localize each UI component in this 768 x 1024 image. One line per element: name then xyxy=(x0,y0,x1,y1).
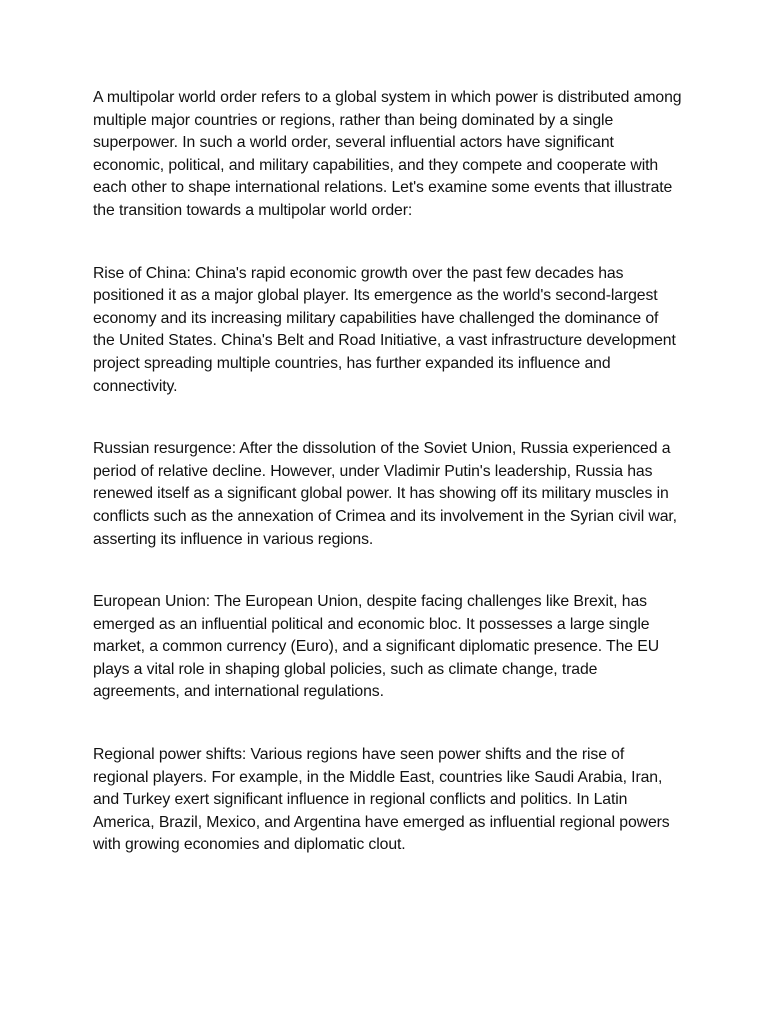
paragraph-intro: A multipolar world order refers to a global system in which power is distributed among multiple major countries or regions, rather than being dominated by a single superpower. In such a world order, several influential actors have significant economic, political, and military capabilities, and they compete and cooperate with each other to shape international relations. Let's examine some events that illustrate the transition towards a multipolar world order: xyxy=(93,89,682,219)
paragraph-russian-resurgence: Russian resurgence: After the dissolution of the Soviet Union, Russia experienced a period of relative decline. However, under Vladimir Putin's leadership, Russia has renewed itself as a significant global power. It has showing off its military muscles in conflicts such as the annexation of Crimea and its involvement in the Syrian civil war, asserting its influence in various regions. xyxy=(93,440,677,548)
paragraph-european-union: European Union: The European Union, despite facing challenges like Brexit, has emerged as an influential political and economic bloc. It possesses a large single market, a common currency (Euro), and a significant diplomatic presence. The EU plays a vital role in shaping global policies, such as climate change, trade agreements, and international regulations. xyxy=(93,593,660,701)
document-body xyxy=(93,87,683,857)
paragraph-rise-of-china: Rise of China: China's rapid economic growth over the past few decades has positioned it as a major global player. Its emergence as the world's second-largest economy and its increasing military capabilities have challenged the dominance of the United States. China's Belt and Road Initiative, a vast infrastructure development project spreading multiple countries, has further expanded its influence and connectivity. xyxy=(93,264,676,395)
paragraph-regional-power-shifts: Regional power shifts: Various regions have seen power shifts and the rise of regional players. For example, in the Middle East, countries like Saudi Arabia, Iran, and Turkey exert significant influence in regional conflicts and politics. In Latin America, Brazil, Mexico, and Argentina have emerged as influential regional powers with growing economies and diplomatic clout. xyxy=(93,746,670,854)
